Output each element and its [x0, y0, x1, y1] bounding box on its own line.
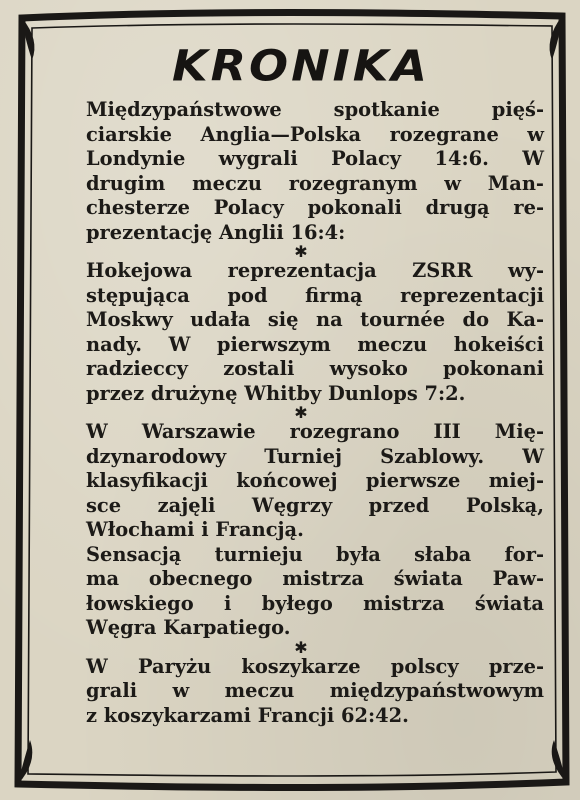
news-item-basketball: [58, 655, 544, 729]
text-line: Węgra Karpatiego.: [86, 616, 291, 639]
news-item-boxing: [58, 98, 544, 245]
text-line: stępująca pod firmą reprezentacji: [86, 283, 544, 307]
asterisk-separator-icon: ✱: [294, 242, 308, 261]
text-line: drugim meczu rozegranym w Man-: [86, 171, 544, 195]
text-line: Sensacją turnieju była słaba for-: [86, 542, 544, 566]
asterisk-separator-icon: ✱: [294, 403, 308, 422]
text-line: radzieccy zostali wysoko pokonani: [86, 357, 544, 380]
text-line: klasyfikacji końcowej pierwsze miej-: [86, 469, 544, 492]
text-line: ma obecnego mistrza świata Paw-: [86, 567, 544, 590]
text-line: ciarskie Anglia—Polska rozegrane w: [86, 122, 544, 146]
text-line: W Warszawie rozegrano III Mię-: [86, 420, 544, 443]
text-line: W Paryżu koszykarze polscy prze-: [86, 654, 544, 678]
text-line: prezentację Anglii 16:4:: [86, 220, 346, 244]
text-line: Hokejowa reprezentacja ZSRR wy-: [86, 259, 544, 282]
text-line: grali w meczu międzypaństwowym: [86, 679, 544, 702]
article-title: KRONIKA: [171, 41, 431, 91]
text-line: Włochami i Francją.: [86, 518, 304, 541]
asterisk-separator-icon: ✱: [294, 637, 308, 657]
text-line: z koszykarzami Francji 62:42.: [86, 703, 409, 727]
text-line: łowskiego i byłego mistrza świata: [86, 591, 544, 615]
text-line: Moskwy udała się na tournée do Ka-: [86, 308, 544, 331]
text-line: przez drużynę Whitby Dunlops 7:2.: [86, 381, 466, 405]
text-line: chesterze Polacy pokonali drugą re-: [86, 196, 544, 219]
text-line: Międzypaństwowe spotkanie pięś-: [86, 98, 544, 121]
news-item-fencing: [58, 420, 544, 543]
text-line: nady. W pierwszym meczu hokeiści: [86, 332, 544, 356]
text-line: Londynie wygrali Polacy 14:6. W: [86, 147, 544, 170]
news-item-fencing-sensation: [58, 543, 544, 641]
news-item-hockey: [58, 259, 544, 406]
article: [58, 40, 544, 728]
text-line: sce zajęli Węgrzy przed Polską,: [86, 493, 544, 517]
text-line: dzynarodowy Turniej Szablowy. W: [86, 444, 544, 468]
